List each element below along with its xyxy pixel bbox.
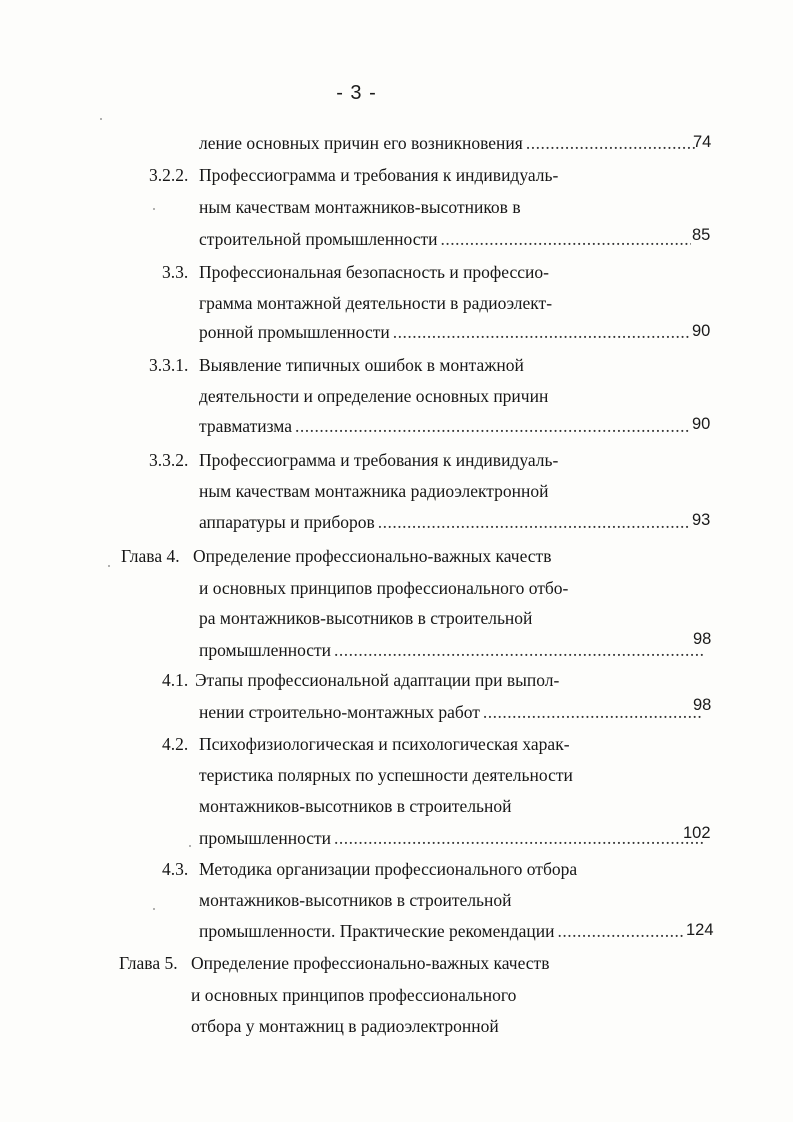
toc-entry-number: 4.2.	[162, 734, 189, 754]
toc-entry-text: травматизма	[199, 416, 293, 436]
toc-chapter-number: Глава 5.	[119, 953, 178, 973]
toc-entry-text: Этапы профессиональной адаптации при выпол-	[195, 670, 560, 690]
scan-speck	[153, 208, 155, 210]
toc-entry-number: 3.2.2.	[149, 165, 189, 185]
toc-entry-text: промышленности	[199, 640, 332, 660]
toc-entry-text: Выявление типичных ошибок в монтажной	[199, 355, 524, 375]
toc-entry-text: промышленности. Практические рекомендации	[199, 921, 555, 941]
toc-entry-end	[199, 415, 693, 437]
page-number: - 3 -	[336, 82, 377, 104]
toc-entry-end	[199, 920, 685, 942]
toc-entry-number: 3.3.1.	[149, 355, 189, 375]
toc-page-number: 90	[692, 415, 711, 433]
toc-entry-text: Методика организации профессионального отбора	[199, 859, 578, 879]
toc-page-number: 102	[683, 824, 711, 842]
toc-page-number: 98	[693, 630, 712, 648]
toc-entry-text: монтажников-высотников в строительной	[199, 796, 512, 816]
toc-entry-end	[199, 827, 705, 849]
toc-page-number: 74	[693, 133, 712, 151]
toc-entry-end	[199, 511, 693, 533]
dot-leader	[558, 920, 683, 942]
scan-speck	[153, 908, 155, 910]
toc-page-number: 93	[692, 511, 711, 529]
toc-entry-end	[199, 639, 705, 661]
toc-entry-text: и основных принципов профессионального отбо-	[199, 578, 569, 598]
toc-entry-end	[199, 228, 693, 250]
toc-entry-number: 4.3.	[162, 859, 189, 879]
toc-entry-end	[199, 132, 699, 154]
toc-entry-end	[199, 701, 705, 723]
toc-entry-text: ление основных причин его возникновения	[199, 133, 523, 153]
toc-entry-text: Определение профессионально-важных качеств	[193, 546, 552, 566]
dot-leader	[334, 827, 703, 849]
scan-speck	[108, 565, 110, 567]
toc-entry-text: строительной промышленности	[199, 229, 438, 249]
toc-entry-text: аппаратуры и приборов	[199, 512, 375, 532]
toc-entry-text: промышленности	[199, 828, 332, 848]
toc-entry-text: монтажников-высотников в строительной	[199, 890, 512, 910]
dot-leader	[393, 321, 691, 343]
toc-entry-text: деятельности и определение основных причин	[199, 386, 549, 406]
toc-page-number: 90	[692, 322, 711, 340]
dot-leader	[483, 701, 703, 723]
dot-leader	[295, 415, 691, 437]
toc-entry-number: 3.3.2.	[149, 450, 189, 470]
dot-leader	[378, 511, 691, 533]
toc-page-number: 124	[686, 921, 714, 939]
toc-entry-text: Определение профессионально-важных качеств	[191, 953, 550, 973]
dot-leader	[526, 132, 697, 154]
toc-entry-text: нении строительно-монтажных работ	[199, 702, 480, 722]
toc-chapter-number: Глава 4.	[121, 546, 180, 566]
toc-entry-text: и основных принципов профессионального	[191, 985, 517, 1005]
toc-entry-text: ра монтажников-высотников в строительной	[199, 608, 533, 628]
toc-entry-number: 4.1.	[162, 670, 189, 690]
toc-entry-text: Профессиограмма и требования к индивидуаль-	[199, 450, 559, 470]
toc-entry-text: грамма монтажной деятельности в радиоэлект-	[199, 293, 553, 313]
scan-speck	[100, 118, 102, 120]
toc-entry-text: ронной промышленности	[199, 322, 390, 342]
toc-entry-text: Профессиограмма и требования к индивидуаль-	[199, 165, 559, 185]
toc-entry-text: Психофизиологическая и психологическая харак-	[199, 734, 570, 754]
toc-entry-text: ным качествам монтажника радиоэлектронной	[199, 481, 549, 501]
scan-speck	[189, 845, 191, 847]
dot-leader	[441, 228, 691, 250]
toc-entry-text: ным качествам монтажников-высотников в	[199, 197, 521, 217]
toc-entry-text: теристика полярных по успешности деятельности	[199, 765, 573, 785]
toc-entry-text: отбора у монтажниц в радиоэлектронной	[191, 1016, 499, 1036]
toc-entry-text: Профессиональная безопасность и профессио-	[199, 262, 549, 282]
dot-leader	[334, 639, 703, 661]
toc-entry-number: 3.3.	[162, 262, 189, 282]
toc-page-number: 85	[692, 226, 711, 244]
toc-entry-end	[199, 321, 693, 343]
toc-page-number: 98	[693, 696, 712, 714]
